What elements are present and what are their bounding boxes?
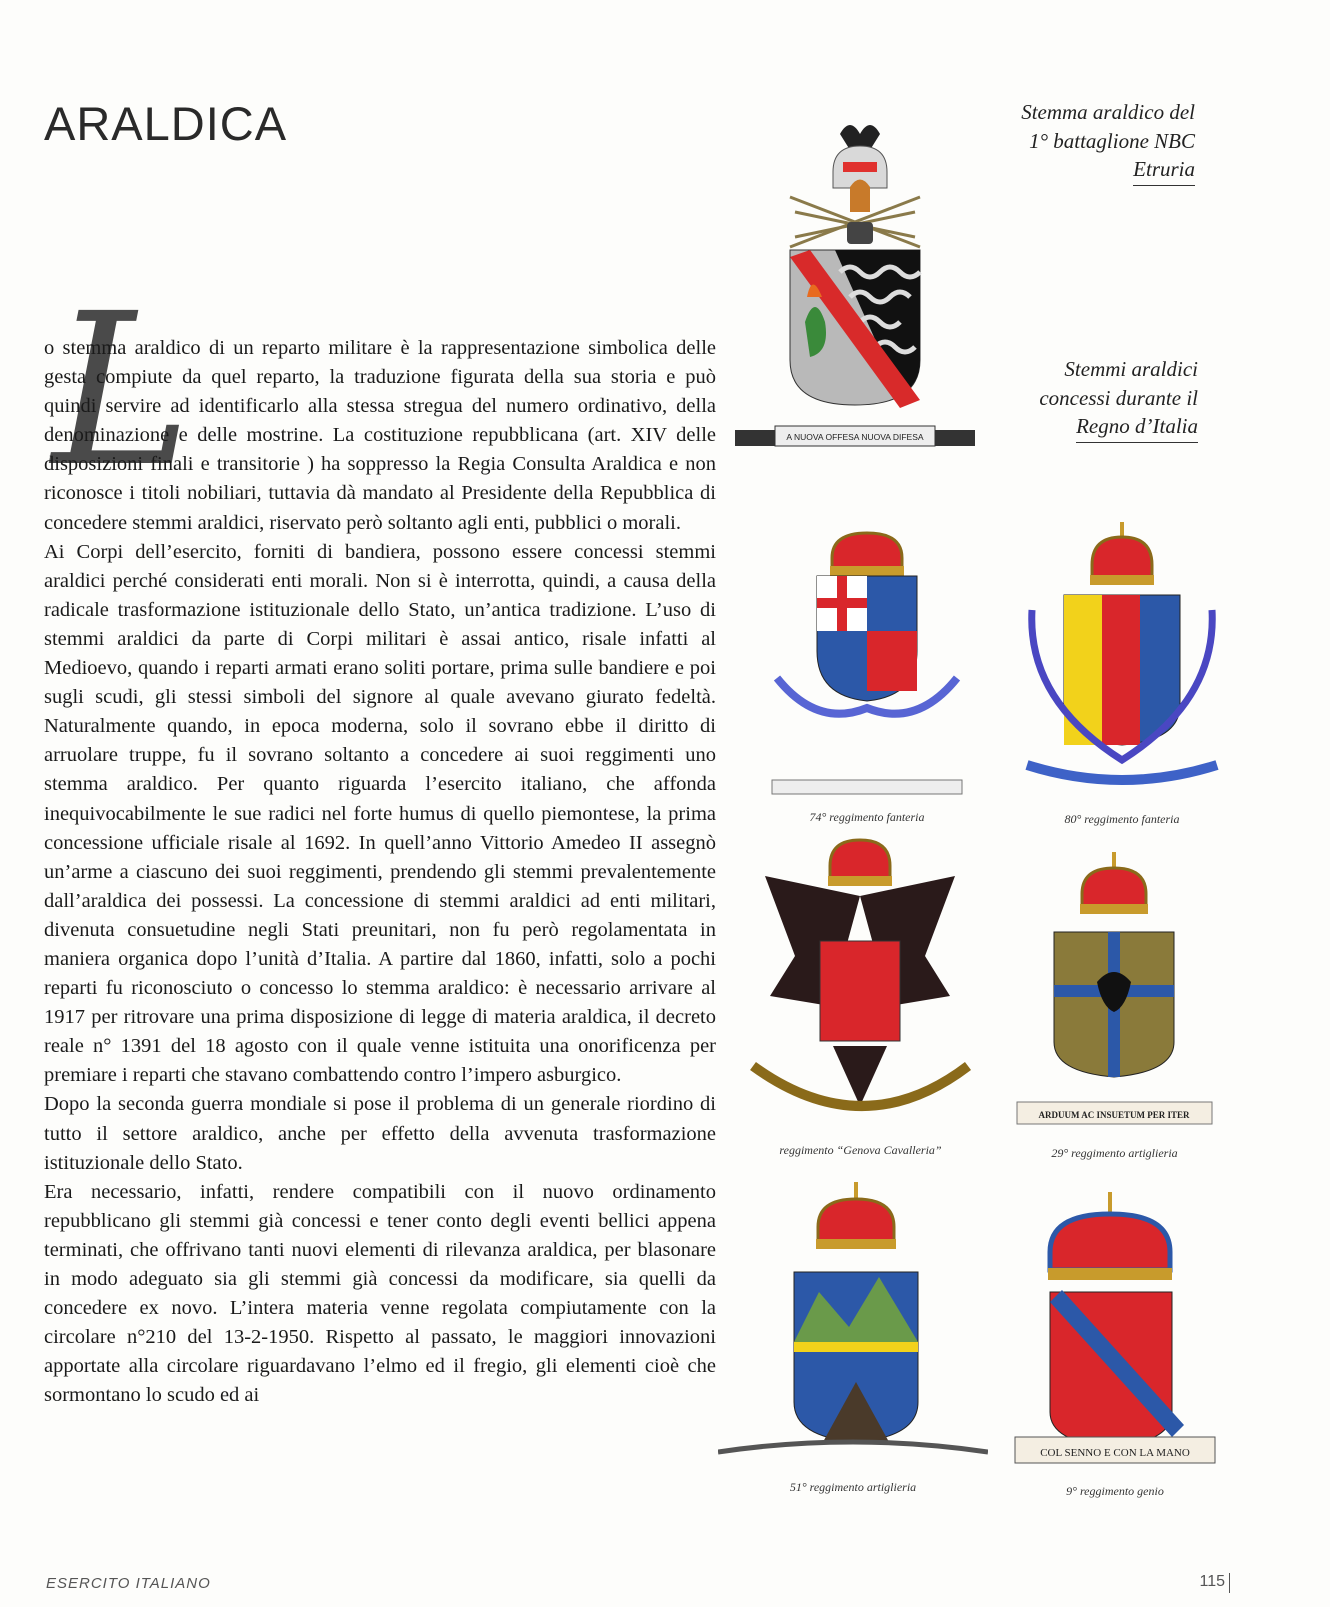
drop-cap: L xyxy=(52,268,192,513)
crest-nbc-motto: A NUOVA OFFESA NUOVA DIFESA xyxy=(786,432,924,442)
page-title: ARALDICA xyxy=(44,97,288,150)
footer-publication: ESERCITO ITALIANO xyxy=(46,1575,211,1592)
caption-80: 80° reggimento fanteria xyxy=(1064,812,1180,826)
paragraph-3: Dopo la seconda guerra mondiale si pose il problema di un generale riordino di tutto il settore araldico, anche per effetto della avvenuta trasformazione istituzionale dello Stato. xyxy=(44,1093,716,1174)
crest-29-artiglieria xyxy=(1012,852,1217,1132)
crest-51-artiglieria xyxy=(718,1182,988,1477)
footer-divider xyxy=(1229,1573,1230,1593)
caption-regno: Stemmi araldici concessi durante il Regno d’Italia xyxy=(990,355,1198,443)
page-number: 115 xyxy=(1199,1573,1225,1590)
article-body xyxy=(44,334,716,1410)
caption-74: 74° reggimento fanteria xyxy=(809,810,925,824)
crest-9-genio xyxy=(1010,1192,1220,1482)
caption-51: 51° reggimento artiglieria xyxy=(789,1480,917,1494)
crest-nbc-etruria xyxy=(735,112,980,452)
caption-nbc: Stemma araldico del 1° battaglione NBC Etruria xyxy=(960,98,1195,186)
crest-29-motto: ARDUUM AC INSUETUM PER ITER xyxy=(1038,1110,1190,1120)
lead-paragraph: o stemma araldico di un reparto militare è la rappresentazione simbolica delle gesta compiute da quel reparto, la traduzione figurata della sua storia e può quindi servire ad identificarlo alla stessa stregua del numero ordinativo, della denominazione e delle mostrine. La costituzione repubblicana (art. XIV delle disposizioni finali e transitorie ) ha soppresso la Regia Consulta Araldica e non riconosce i titoli nobiliari, tuttavia dà mandato al Presidente della Repubblica di concedere stemmi araldici, riservato però soltanto agli enti, pubblici o morali. xyxy=(44,337,716,534)
crest-80-fanteria xyxy=(1022,520,1222,820)
crest-9-motto: COL SENNO E CON LA MANO xyxy=(1040,1447,1190,1459)
caption-9: 9° reggimento genio xyxy=(1066,1484,1164,1498)
crest-74-fanteria xyxy=(762,528,972,823)
paragraph-2: Ai Corpi dell’esercito, forniti di bandiera, possono essere concessi stemmi araldici perché considerati enti morali. Non si è interrotta, quindi, a causa della radicale trasformazione istituzionale dello Stato, un’antica tradizione. L’uso di stemmi araldici da parte di Corpi militari è assai antico, risale infatti al Medioevo, quando i reparti armati erano soliti portare, prima sulle bandiere e poi sugli scudi, gli stessi simboli del signore al quale avevano giurato fedeltà. Naturalmente quando, in epoca moderna, solo il sovrano ebbe il diritto di arruolare truppe, fu il sovrano soltanto a concedere ai suoi reggimenti uno stemma araldico. Per quanto riguarda l’esercito italiano, che affonda inequivocabilmente le sue radici nel forte humus di quello piemontese, la prima concessione ufficiale risale al 1692. In quell’anno Vittorio Amedeo II assegnò un’arme a ciascuno dei suoi reggimenti, prendendo gli stemmi prevalentemente dall’araldica dei possessi. La concessione di stemmi araldici ad enti militari, divenuta consuetudine negli Stati preunitari, non fu però regolamentata in maniera organica dopo l’unità d’Italia. A partire dal 1860, infatti, solo a pochi reparti fu riconosciuto o concesso lo stemma araldico: è necessario arrivare al 1917 per ritrovare una prima disposizione di legge di materia araldica, il decreto reale n° 1391 del 18 agosto con il quale venne istituita una onorificenza per premiare i reparti che stavano combattendo contro l’impero asburgico. xyxy=(44,540,716,1087)
caption-29: 29° reggimento artiglieria xyxy=(1051,1146,1178,1160)
caption-genova: reggimento “Genova Cavalleria” xyxy=(779,1143,942,1157)
crest-genova-cavalleria xyxy=(748,836,973,1136)
paragraph-4: Era necessario, infatti, rendere compatibili con il nuovo ordinamento repubblicano gli stemmi già concessi e tener conto degli eventi bellici appena terminati, che offrivano tanti nuovi elementi di rilevanza araldica, per blasonare in modo adeguato sia gli stemmi già concessi da modificare, sia quelli da concedere ex novo. L’intera materia venne regolata compiutamente con la circolare n°210 del 13-2-1950. Rispetto al passato, le maggiori innovazioni apportate alla circolare riguardavano l’elmo ed il fregio, gli elementi cioè che sormontano lo scudo ed ai xyxy=(44,1180,716,1407)
